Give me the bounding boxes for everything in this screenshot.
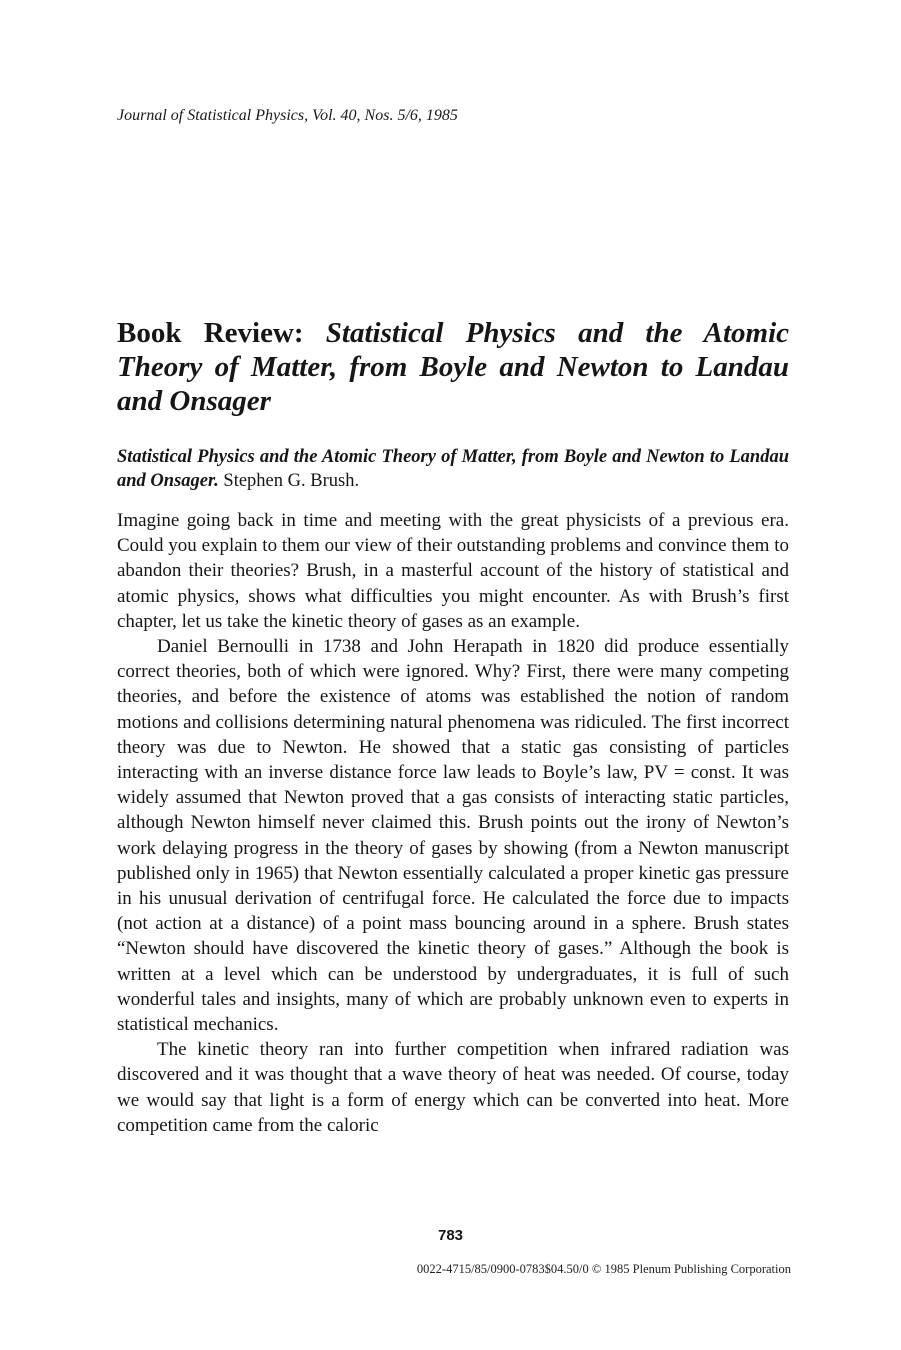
page-number: 783 bbox=[437, 1227, 464, 1244]
article-title bbox=[117, 316, 789, 418]
copyright-line: 0022-4715/85/0900-0783$04.50/0 © 1985 Plenum Publishing Corporation bbox=[416, 1262, 791, 1276]
review-body bbox=[117, 508, 789, 1138]
citation-author: Stephen G. Brush. bbox=[223, 471, 360, 491]
paragraph-3: The kinetic theory ran into further competition when infrared radiation was discovered and it was thought that a wave theory of heat was needed. Of course, today we would say that light is a form of energy which can be converted into heat. More competition came from the caloric bbox=[117, 1039, 789, 1136]
book-citation bbox=[117, 445, 789, 493]
paragraph-2: Daniel Bernoulli in 1738 and John Herapath in 1820 did produce essentially correct theories, both of which were ignored. Why? First, there were many competing theories, and before the existence of atoms was established the notion of random motions and collisions determining natural phenomena was ridiculed. The first incorrect theory was due to Newton. He showed that a static gas consisting of particles interacting with an inverse distance force law leads to Boyle’s law, PV = const. It was widely assumed that Newton proved that a gas consists of interacting static particles, although Newton himself never claimed this. Brush points out the irony of Newton’s work delaying progress in the theory of gases by showing (from a Newton manuscript published only in 1965) that Newton essentially calculated a proper kinetic gas pressure in his unusual derivation of centrifugal force. He calculated the force due to impacts (not action at a distance) of a point mass bouncing around in a sphere. Brush states “Newton should have discovered the kinetic theory of gases.” Although the book is written at a level which can be understood by undergraduates, it is full of such wonderful tales and insights, many of which are probably unknown even to experts in statistical mechanics. bbox=[117, 636, 789, 1036]
title-label: Book Review: bbox=[117, 317, 304, 349]
paragraph-1: Imagine going back in time and meeting with the great physicists of a previous era. Could you explain to them our view of their outstanding problems and convince them to abandon their theories? Brush, in a masterful account of the history of statistical and atomic physics, shows what difficulties you might encounter. As with Brush’s first chapter, let us take the kinetic theory of gases as an example. bbox=[117, 510, 789, 632]
title-main: Statistical Physics and the Atomic Theory of Matter, from Boyle and Newton to Landau and Onsager bbox=[117, 317, 790, 417]
citation-title: Statistical Physics and the Atomic Theory of Matter, from Boyle and Newton to Landau and Onsager. bbox=[117, 447, 789, 491]
running-head: Journal of Statistical Physics, Vol. 40, Nos. 5/6, 1985 bbox=[117, 107, 458, 124]
